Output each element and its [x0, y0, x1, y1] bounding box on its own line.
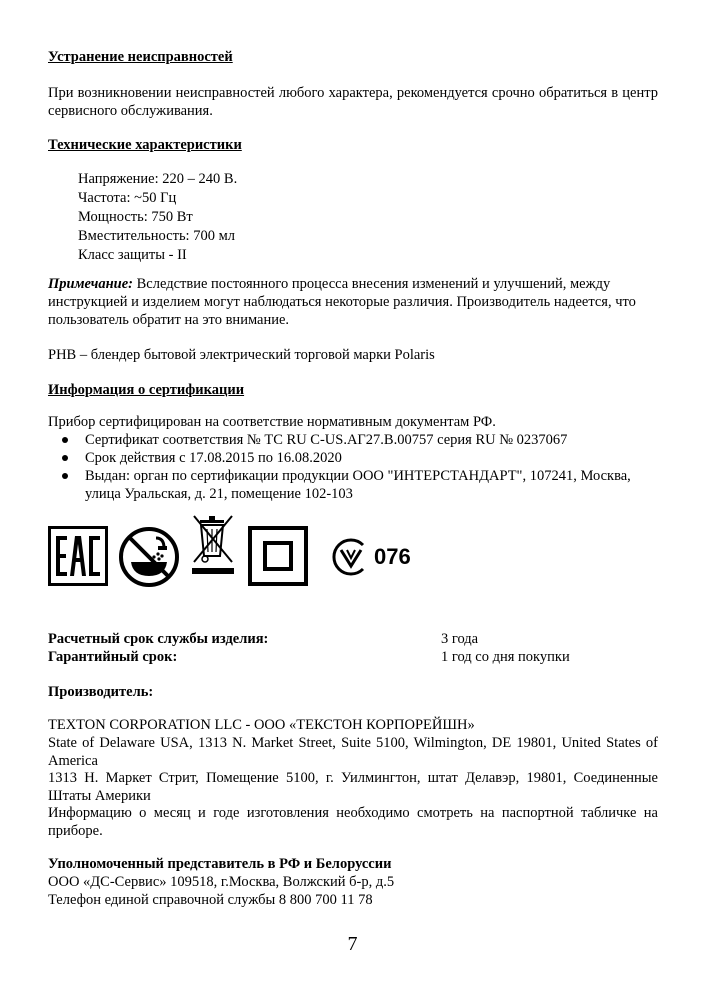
certification-intro: Прибор сертифицирован на соответствие нормативным документам РФ. [48, 414, 496, 430]
certification-heading: Информация о сертификации [48, 382, 245, 398]
class-ii-double-square-icon [248, 526, 308, 586]
certificate-issuer: Выдан: орган по сертификации продукции ООО "ИНТЕРСТАНДАРТ", 107241, Москва, улица Уральская, д. 21, помещение 102-103 [48, 467, 658, 503]
eac-mark-icon [48, 526, 108, 586]
specs-list [78, 170, 237, 265]
spec-capacity: Вместительность: 700 мл [78, 228, 235, 244]
manufacturer-address-ru: 1313 Н. Маркет Стрит, Помещение 5100, г. Уилмингтон, штат Делавэр, 19801, Соединенные Штаты Америки [48, 770, 658, 804]
spec-protection-class: Класс защиты - II [78, 247, 187, 263]
specs-heading: Технические характеристики [48, 137, 242, 153]
product-line: PHB – блендер бытовой электрический торговой марки Polaris [48, 347, 435, 363]
note-text: Вследствие постоянного процесса внесения изменений и улучшений, между инструкцией и изделием могут наблюдаться некоторые различия. Производитель надеется, что пользователь обратит на это внимание. [48, 276, 636, 328]
troubleshooting-heading: Устранение неисправностей [48, 49, 233, 65]
spec-voltage: Напряжение: 220 – 240 В. [78, 171, 238, 187]
manufacturer-name: TEXTON CORPORATION LLC - ООО «ТЕКСТОН КОРПОРЕЙШН» [48, 717, 475, 733]
certification-list [48, 431, 658, 503]
warranty-value: 1 год со дня покупки [441, 649, 570, 665]
no-water-bath-icon [118, 526, 180, 588]
representative-phone: Телефон единой справочной службы 8 800 700 11 78 [48, 892, 373, 908]
crossed-bin-icon [190, 512, 238, 578]
service-life-value: 3 года [441, 631, 479, 647]
spec-power: Мощность: 750 Вт [78, 209, 193, 225]
spec-frequency: Частота: ~50 Гц [78, 190, 177, 206]
certification-marks [48, 512, 468, 598]
manufacturer-address-en: State of Delaware USA, 1313 N. Market Street, Suite 5100, Wilmington, DE 19801, United States of America [48, 735, 658, 769]
manufacturer-heading: Производитель: [48, 684, 154, 700]
service-life-label: Расчетный срок службы изделия: [48, 631, 269, 647]
warranty-label: Гарантийный срок: [48, 649, 178, 665]
page-number: 7 [347, 933, 358, 955]
representative-heading: Уполномоченный представитель в РФ и Белоруссии [48, 856, 392, 872]
ukraine-conformity-mark-icon [330, 536, 372, 578]
note-label: Примечание: [48, 276, 134, 292]
certificate-number: Сертификат соответствия № ТС RU C-US.АГ27.В.00757 серия RU № 0237067 [48, 431, 658, 449]
warranty-row [48, 648, 658, 666]
service-life-row [48, 630, 658, 648]
note-paragraph [48, 275, 658, 329]
manufacturing-date-info: Информацию о месяц и годе изготовления необходимо смотреть на паспортной табличке на приборе. [48, 805, 658, 839]
representative-company: ООО «ДС-Сервис» 109518, г.Москва, Волжский б-р, д.5 [48, 874, 395, 890]
troubleshooting-text: При возникновении неисправностей любого характера, рекомендуется срочно обратиться в центр сервисного обслуживания. [48, 85, 658, 119]
ukraine-mark-code: 076 [374, 544, 411, 569]
certificate-validity: Срок действия с 17.08.2015 по 16.08.2020 [48, 449, 658, 467]
